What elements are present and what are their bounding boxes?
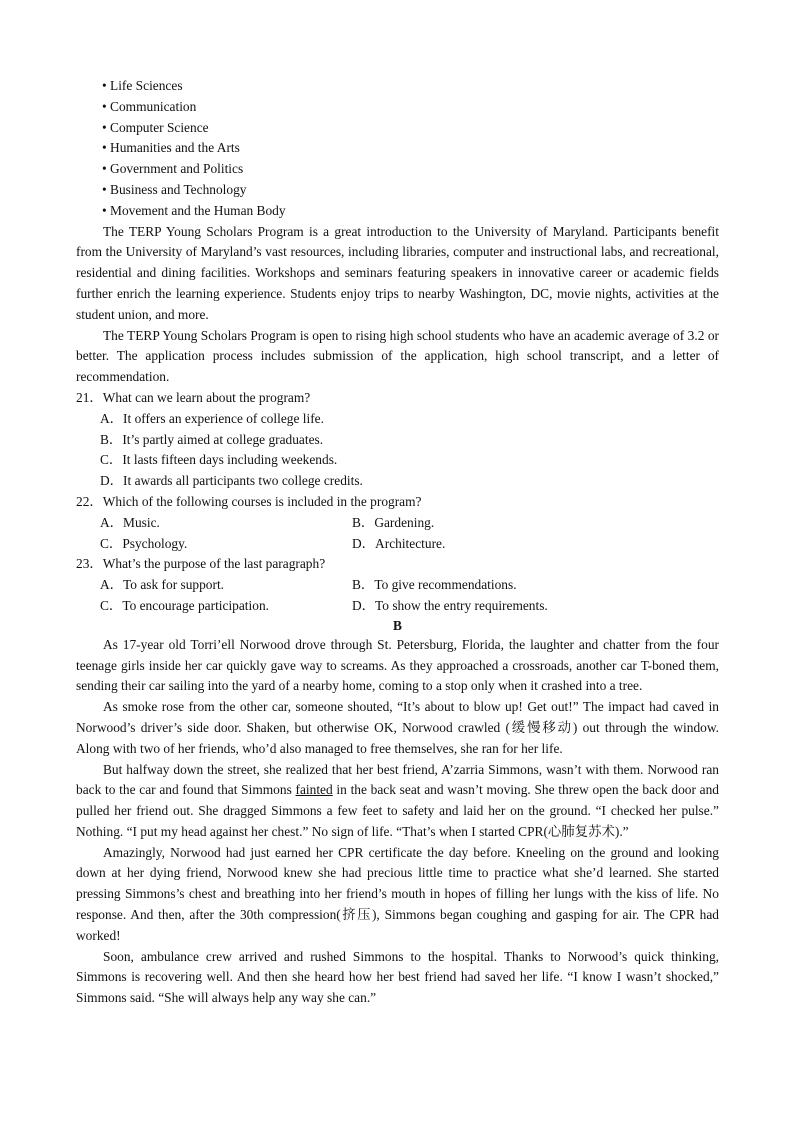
course-list <box>76 76 719 222</box>
underlined-word: fainted <box>295 782 333 798</box>
course-item: • Business and Technology <box>102 181 247 197</box>
option-row <box>76 596 719 617</box>
option-b: B．It’s partly aimed at college graduates. <box>100 431 324 447</box>
course-item: • Movement and the Human Body <box>102 202 286 218</box>
question-21 <box>76 388 719 492</box>
paragraph-text: But halfway down the street, she realized that her best friend, A’zarria Simmons, wasn’t with them. Norwood ran back to the car and found that Simmons <box>76 761 719 798</box>
passage-b-paragraph-3 <box>76 760 719 843</box>
option-row <box>76 534 719 555</box>
passage-a-paragraph-1: The TERP Young Scholars Program is a great introduction to the University of Maryland. Participants benefit from the University of Maryland’s vast resources, including libraries, computer and instructional labs, and recreational, residential and dining facilities. Workshops and seminars featuring speakers in innovative career or academic fields further enrich the learning experience. Students enjoy trips to nearby Washington, DC, movie nights, activities at the student union, and more. <box>76 223 719 322</box>
passage-b-paragraph-1: As 17-year old Torri’ell Norwood drove through St. Petersburg, Florida, the laughter and chatter from the four teenage girls inside her car quickly gave way to screams. As they approached a crossroads, another car T-boned them, sending their car sailing into the yard of a nearby home, coming to a stop only when it crashed into a tree. <box>76 636 719 694</box>
option-a: A．It offers an experience of college life. <box>100 410 324 426</box>
option-b: B．Gardening. <box>352 514 435 530</box>
course-item: • Computer Science <box>102 119 209 135</box>
option-d: D．Architecture. <box>352 535 446 551</box>
exam-page <box>76 76 719 1009</box>
passage-b-paragraph-2: As smoke rose from the other car, someone shouted, “It’s about to blow up! Get out!” The impact had caved in Norwood’s driver’s side door. Shaken, but otherwise OK, Norwood crawled (缓慢移动) out through the window. Along with two of her friends, who’d also managed to free themselves, she ran for her life. <box>76 699 719 756</box>
passage-b-paragraph-4: Amazingly, Norwood had just earned her CPR certificate the day before. Kneeling on the ground and looking down at her dying friend, Norwood knew she had precious little time to practice what she’d learned. She started pressing Simmons’s chest and breathing into her friend’s mouth in hopes of filling her lungs with the kiss of life. No response. And then, after the 30th compression(挤压), Simmons began coughing and gasping for air. The CPR had worked! <box>76 844 719 943</box>
option-c: C．To encourage participation. <box>100 597 269 613</box>
option-b: B．To give recommendations. <box>352 577 517 593</box>
section-heading: B <box>393 617 402 633</box>
question-stem: 23．What’s the purpose of the last paragraph? <box>76 556 326 572</box>
option-d: D．To show the entry requirements. <box>352 597 548 613</box>
passage-b-paragraph-5: Soon, ambulance crew arrived and rushed Simmons to the hospital. Thanks to Norwood’s quick thinking, Simmons is recovering well. And then she heard how her best friend had saved her life. “I know I wasn’t shocked,” Simmons said. “She will always help any way she can.” <box>76 948 719 1006</box>
course-item: • Life Sciences <box>102 78 183 93</box>
course-item: • Government and Politics <box>102 161 244 177</box>
question-23 <box>76 554 719 616</box>
question-stem: 21．What can we learn about the program? <box>76 389 311 405</box>
course-item: • Humanities and the Arts <box>102 140 240 156</box>
option-c: C．It lasts fifteen days including weekends. <box>100 452 338 468</box>
option-a: A．To ask for support. <box>100 577 225 593</box>
option-row <box>76 513 719 534</box>
course-item: • Communication <box>102 98 197 114</box>
option-d: D．It awards all participants two college credits. <box>100 473 363 489</box>
paragraph-text: in the back seat and wasn’t moving. She threw open the back door and pulled her friend out. She dragged Simmons a few feet to safety and laid her on the ground. “I checked her pulse.” Nothing. “I put my head against her chest.” No sign of life. “That’s when I started CPR(心肺复苏术).” <box>76 782 719 839</box>
option-row <box>76 575 719 596</box>
option-a: A．Music. <box>100 514 160 530</box>
question-stem: 22．Which of the following courses is included in the program? <box>76 493 422 509</box>
option-c: C．Psychology. <box>100 535 188 551</box>
question-22 <box>76 492 719 554</box>
passage-a-paragraph-2: The TERP Young Scholars Program is open to rising high school students who have an academic average of 3.2 or better. The application process includes submission of the application, high school transcript, and a letter of recommendation. <box>76 327 719 385</box>
